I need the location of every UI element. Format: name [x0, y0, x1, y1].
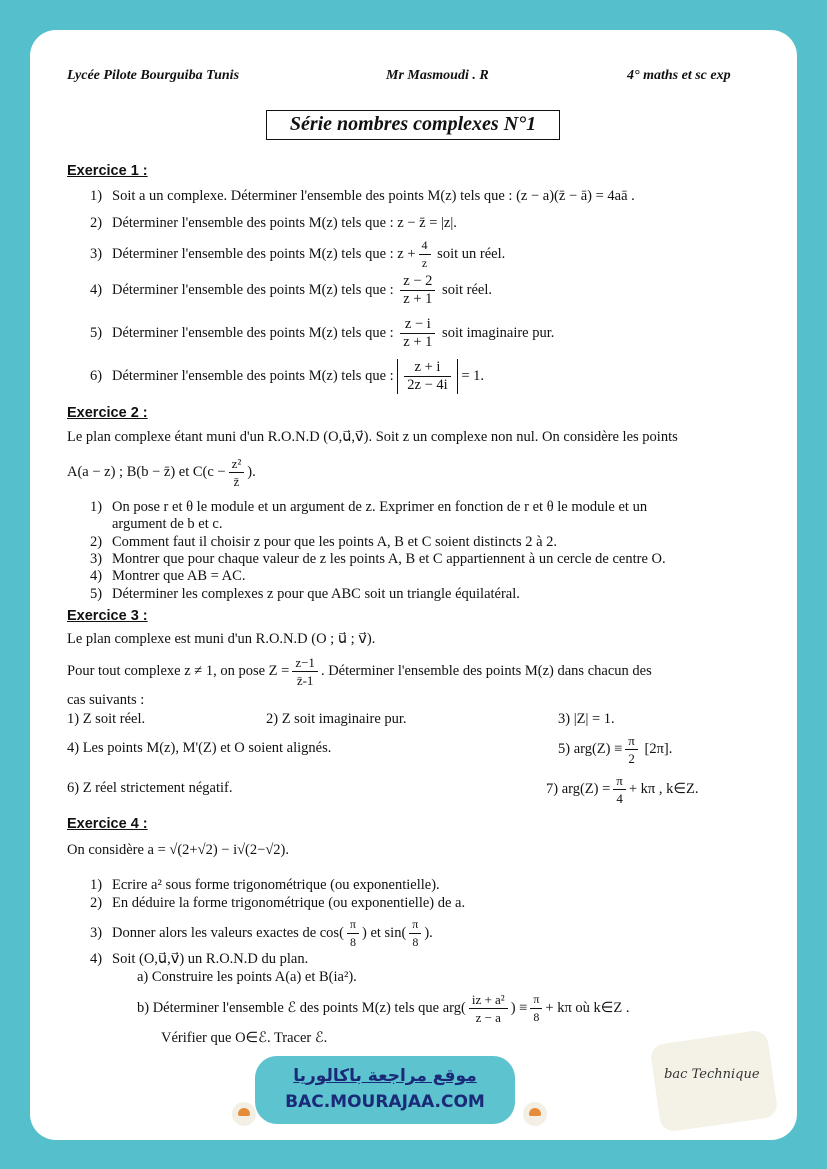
ex1-item-2: 2) Déterminer l'ensemble des points M(z) tels que : z − z̄ = |z|.	[90, 215, 457, 231]
ex3-case-4: 4) Les points M(z), M'(Z) et O soient alignés.	[67, 740, 332, 756]
ex4-item-4c: Vérifier que O∈ℰ. Tracer ℰ.	[161, 1030, 328, 1046]
ex1-item-1: 1) Soit a un complexe. Déterminer l'ensemble des points M(z) tels que : (z − a)(z̄ − ā) = 4aā .	[90, 188, 635, 204]
ex1-item-5: 5) Déterminer l'ensemble des points M(z) tels que : $\frac{z - i}{z + 1}$ soit imaginaire pur.	[90, 316, 555, 350]
bac-technique-stamp: bac Technique	[649, 1029, 778, 1133]
ex3-intro-1: Le plan complexe est muni d'un R.O.N.D (O ; u⃗ ; v⃗).	[67, 631, 376, 647]
exercise-4-title: Exercice 4 :	[67, 816, 148, 832]
document-page	[30, 30, 797, 1140]
banner-arabic-text: موقع مراجعة باكالوريا	[293, 1066, 477, 1086]
ex3-intro-2: Pour tout complexe z ≠ 1, on pose Z = $\frac{z-1}{z̄-1}$ . Déterminer l'ensemble des points M(z) dans chacun des	[67, 655, 652, 688]
exercise-3-title: Exercice 3 :	[67, 608, 148, 624]
page-title: Série nombres complexes N°1	[266, 110, 560, 140]
ex4-item-4: 4) Soit (O,u⃗,v⃗) un R.O.N.D du plan.	[90, 951, 309, 967]
ex1-item-4: 4) Déterminer l'ensemble des points M(z) tels que : $\frac{z - 2}{z + 1}$ soit réel.	[90, 273, 492, 307]
ex4-item-4b: b) Déterminer l'ensemble ℰ des points M(z) tels que arg( $\frac{\text{iz + a²}}{z - a}$ ) ≡ $\frac{\pi}{8}$ + kπ où k∈Z .	[137, 992, 630, 1025]
ex2-item-2: 2) Comment faut il choisir z pour que les points A, B et C soient distincts 2 à 2.	[90, 534, 558, 550]
ex3-intro-3: cas suivants :	[67, 692, 145, 708]
ex1-item-3: 3) Déterminer l'ensemble des points M(z) tels que : z + $\frac{4}{z}$ soit un réel.	[90, 238, 506, 270]
ex4-item-1: 1) Ecrire a² sous forme trigonométrique (ou exponentielle).	[90, 877, 440, 893]
ex2-item-1b: argument de b et c.	[112, 516, 223, 532]
ex4-item-4a: a) Construire les points A(a) et B(ia²).	[137, 969, 357, 985]
site-logo-left-icon	[232, 1102, 256, 1126]
ex2-item-1: 1) On pose r et θ le module et un argument de z. Exprimer en fonction de r et θ le module et un	[90, 499, 648, 515]
ex3-case-6: 6) Z réel strictement négatif.	[67, 780, 233, 796]
banner-site-link[interactable]: BAC.MOURAJAA.COM	[285, 1092, 485, 1112]
ex4-item-3: 3) Donner alors les valeurs exactes de cos( $\frac{\pi}{8}$ ) et sin( $\frac{\pi}{8}$ ).	[90, 917, 433, 949]
exercise-2-title: Exercice 2 :	[67, 405, 148, 421]
ex3-case-2: 2) Z soit imaginaire pur.	[266, 711, 407, 727]
ex2-item-4: 4) Montrer que AB = AC.	[90, 568, 246, 584]
school-name: Lycée Pilote Bourguiba Tunis	[67, 68, 240, 83]
teacher-name: Mr Masmoudi . R	[386, 68, 489, 83]
class-level: 4° maths et sc exp	[627, 68, 731, 83]
ex2-intro-2: A(a − z) ; B(b − z̄) et C(c − $\frac{\text{z²}}{z̄}$ ).	[67, 456, 256, 489]
ex3-case-7: 7) arg(Z) = $\frac{\pi}{4}$ + kπ , k∈Z.	[546, 773, 699, 806]
exercise-1-title: Exercice 1 :	[67, 163, 148, 179]
ex3-case-1: 1) Z soit réel.	[67, 711, 146, 727]
ex1-item-6: 6) Déterminer l'ensemble des points M(z) tels que : $\frac{z + i}{2z - 4i}$ = 1.	[90, 359, 485, 393]
ex4-intro: On considère a = √(2+√2) − i√(2−√2).	[67, 842, 289, 858]
site-banner[interactable]	[255, 1056, 515, 1124]
site-logo-right-icon	[523, 1102, 547, 1126]
ex2-item-5: 5) Déterminer les complexes z pour que ABC soit un triangle équilatéral.	[90, 586, 520, 602]
ex4-item-2: 2) En déduire la forme trigonométrique (ou exponentielle) de a.	[90, 895, 466, 911]
ex3-case-3: 3) |Z| = 1.	[558, 711, 615, 727]
ex3-case-5: 5) arg(Z) ≡ $\frac{\pi}{2}$ [2π].	[558, 733, 673, 766]
ex2-item-3: 3) Montrer que pour chaque valeur de z les points A, B et C appartiennent à un cercle de centre O.	[90, 551, 666, 567]
ex2-intro-1: Le plan complexe étant muni d'un R.O.N.D (O,u⃗,v⃗). Soit z un complexe non nul. On considère les points	[67, 429, 678, 445]
